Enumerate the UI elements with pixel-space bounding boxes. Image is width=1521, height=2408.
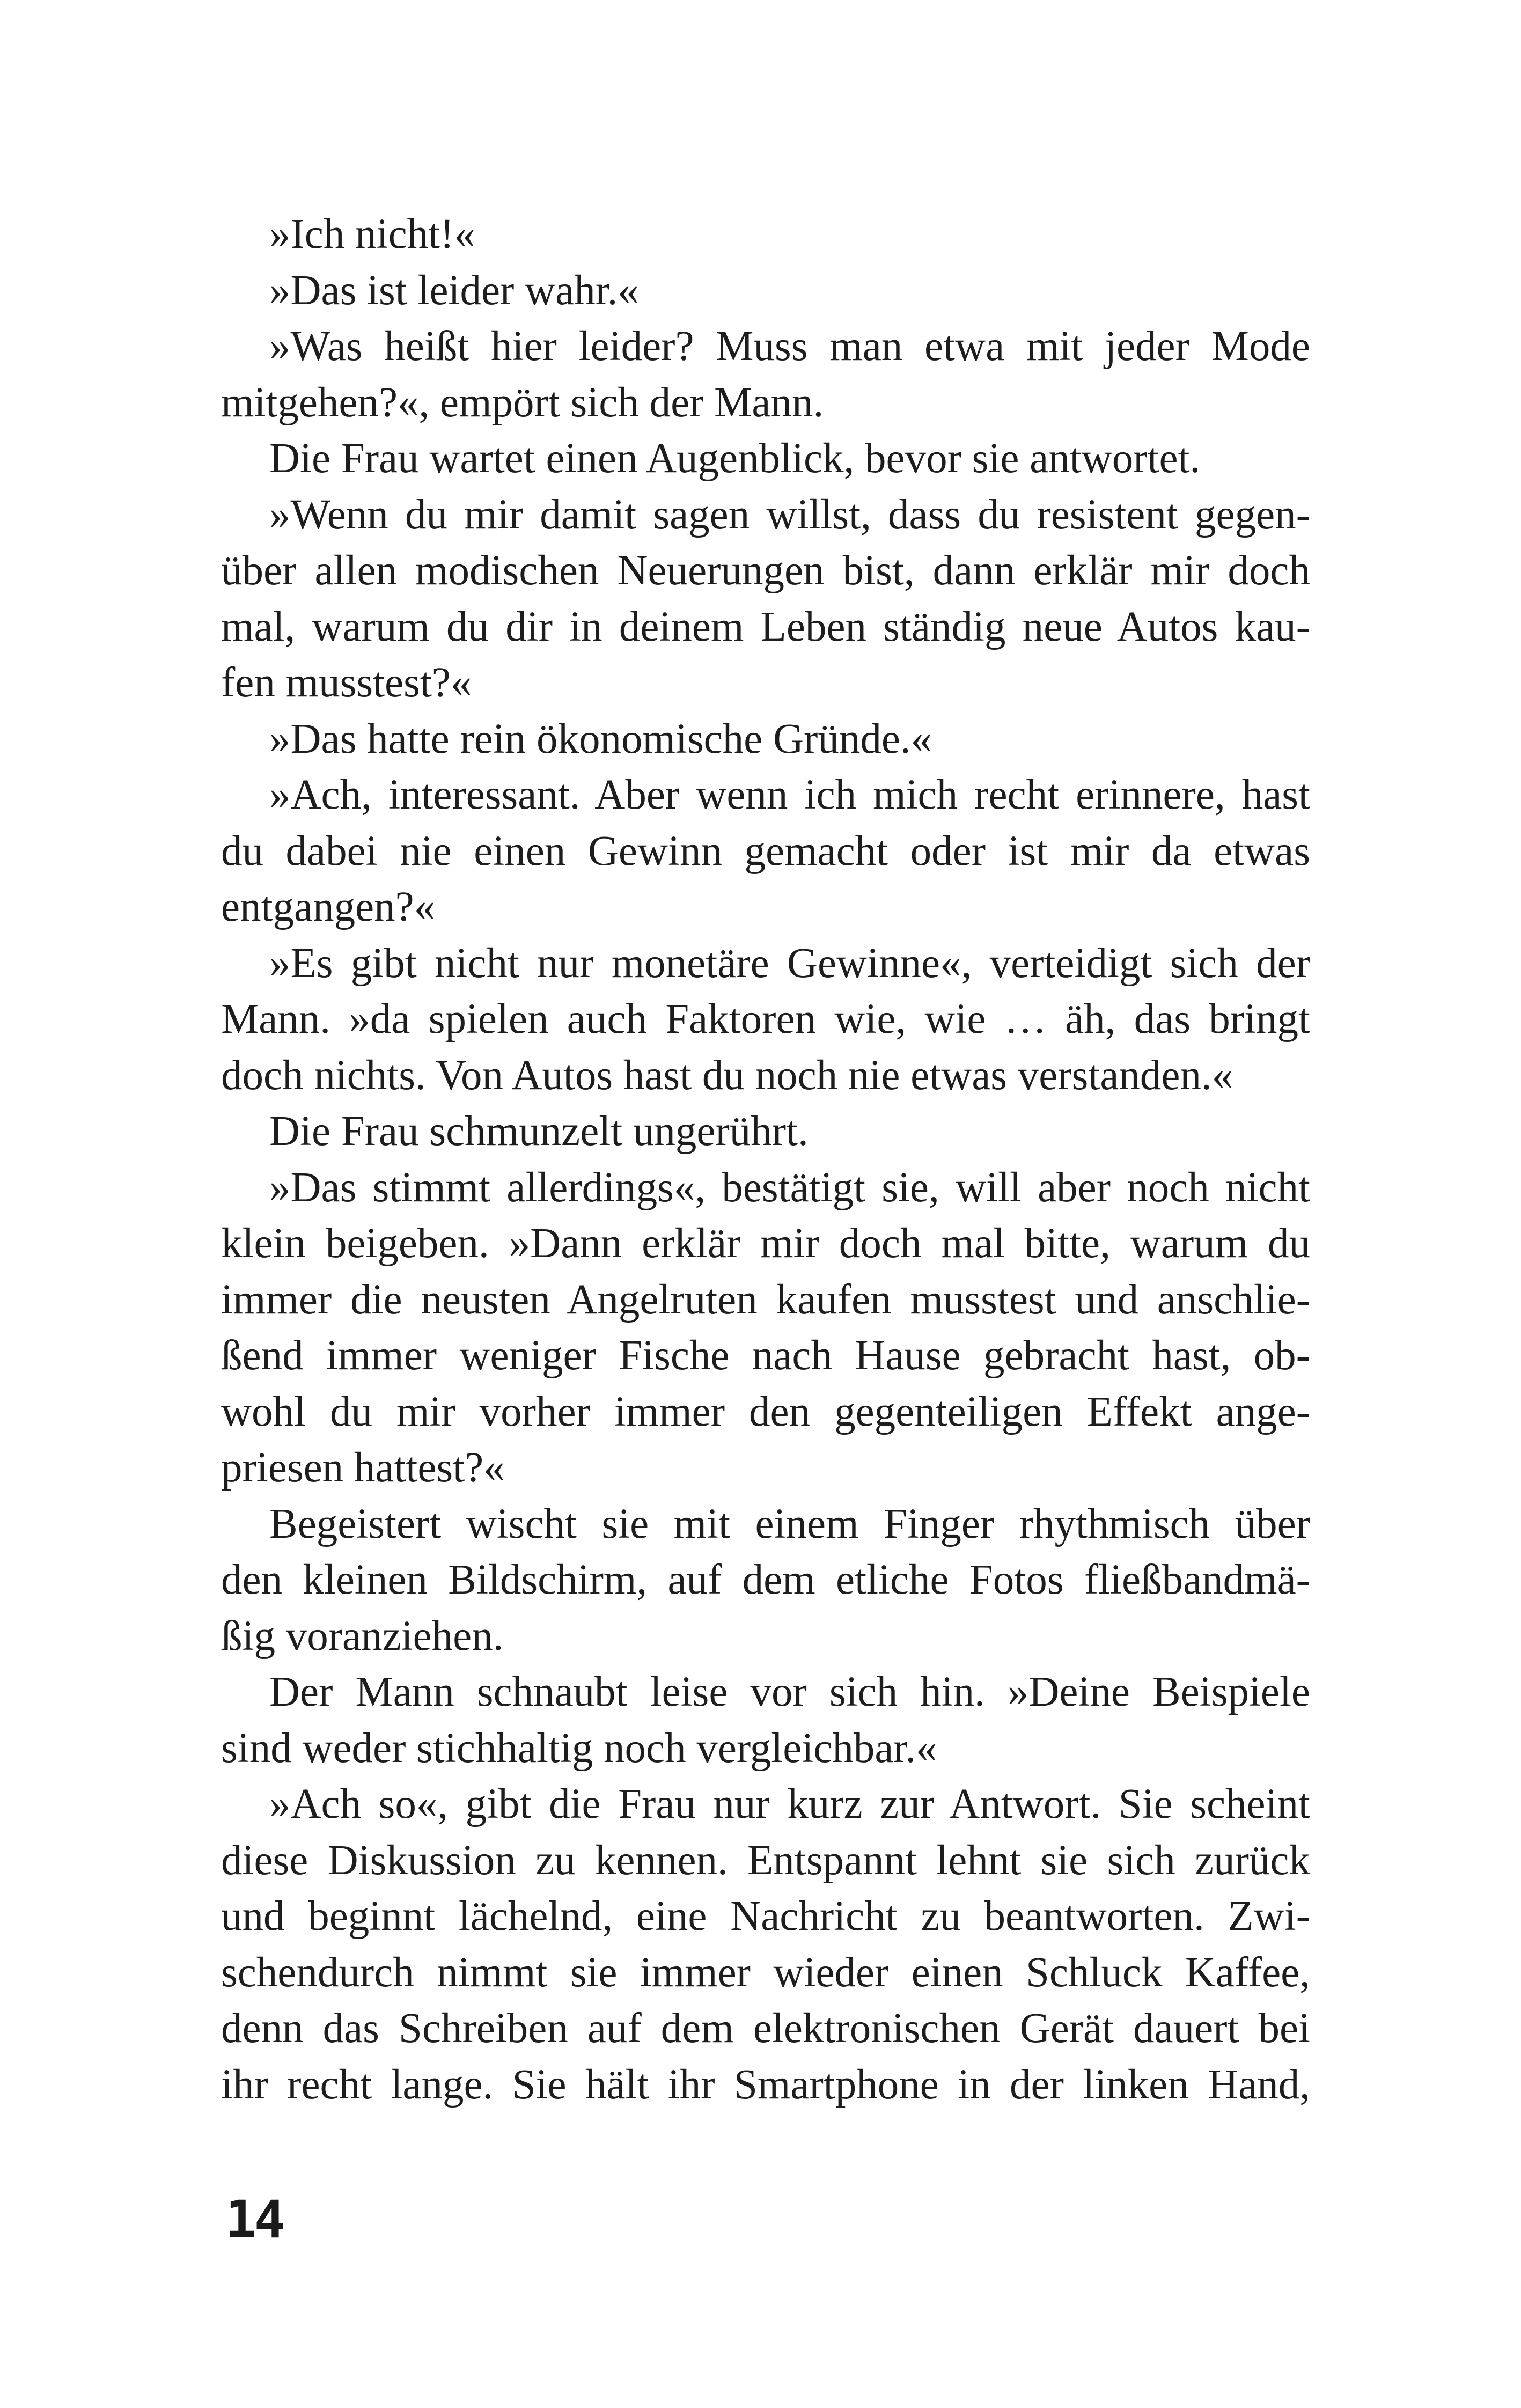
text-line: Mann. »da spielen auch Faktoren wie, wie … äh, das bringt — [221, 996, 1310, 1043]
text-line: »Ach so«, gibt die Frau nur kurz zur Antwort. Sie scheint — [269, 1781, 1310, 1827]
text-line: und beginnt lächelnd, eine Nachricht zu beantworten. Zwi- — [221, 1893, 1310, 1940]
text-line: »Wenn du mir damit sagen willst, dass du resistent gegen- — [269, 491, 1310, 538]
text-line: Die Frau wartet einen Augenblick, bevor sie antwortet. — [269, 435, 1201, 482]
text-line: doch nichts. Von Autos hast du noch nie etwas verstanden.« — [221, 1052, 1233, 1099]
text-line: »Das stimmt allerdings«, bestätigt sie, will aber noch nicht — [269, 1164, 1310, 1211]
text-line: »Was heißt hier leider? Muss man etwa mit jeder Mode — [269, 323, 1310, 370]
text-line: Der Mann schnaubt leise vor sich hin. »Deine Beispiele — [269, 1669, 1310, 1715]
text-line: du dabei nie einen Gewinn gemacht oder ist mir da etwas — [221, 827, 1310, 875]
page-number: 14 — [225, 2190, 283, 2250]
text-line: ihr recht lange. Sie hält ihr Smartphone in der linken Hand, — [221, 2061, 1310, 2108]
text-line: über allen modischen Neuerungen bist, dann erklär mir doch — [221, 547, 1310, 594]
text-line: Die Frau schmunzelt ungerührt. — [269, 1108, 809, 1155]
text-line: ßend immer weniger Fische nach Hause gebracht hast, ob- — [221, 1332, 1310, 1379]
text-line: »Das ist leider wahr.« — [269, 267, 639, 314]
body-text — [221, 207, 1310, 2113]
text-line: entgangen?« — [221, 884, 436, 930]
text-line: Begeistert wischt sie mit einem Finger rhythmisch über — [269, 1500, 1310, 1547]
text-line: »Es gibt nicht nur monetäre Gewinne«, verteidigt sich der — [269, 939, 1310, 987]
text-line: »Das hatte rein ökonomische Gründe.« — [269, 715, 932, 762]
text-line: priesen hattest?« — [221, 1444, 505, 1491]
text-line: schendurch nimmt sie immer wieder einen Schluck Kaffee, — [221, 1949, 1310, 1996]
text-line: klein beigeben. »Dann erklär mir doch mal bitte, warum du — [221, 1220, 1310, 1267]
text-line: mal, warum du dir in deinem Leben ständig neue Autos kau- — [221, 603, 1310, 650]
text-line: mitgehen?«, empört sich der Mann. — [221, 379, 824, 426]
text-line: »Ach, interessant. Aber wenn ich mich recht erinnere, hast — [269, 772, 1310, 818]
text-line: »Ich nicht!« — [269, 211, 475, 258]
text-line: diese Diskussion zu kennen. Entspannt lehnt sie sich zurück — [221, 1837, 1310, 1884]
text-line: ßig voranziehen. — [221, 1612, 504, 1660]
text-line: sind weder stichhaltig noch vergleichbar.« — [221, 1724, 937, 1772]
text-line: wohl du mir vorher immer den gegenteiligen Effekt ange- — [221, 1388, 1310, 1435]
text-line: denn das Schreiben auf dem elektronischen Gerät dauert bei — [221, 2005, 1310, 2052]
text-line: den kleinen Bildschirm, auf dem etliche Fotos fließbandmä- — [221, 1557, 1310, 1603]
text-line: immer die neusten Angelruten kaufen musstest und anschlie- — [221, 1276, 1310, 1323]
text-line: fen musstest?« — [221, 659, 472, 706]
